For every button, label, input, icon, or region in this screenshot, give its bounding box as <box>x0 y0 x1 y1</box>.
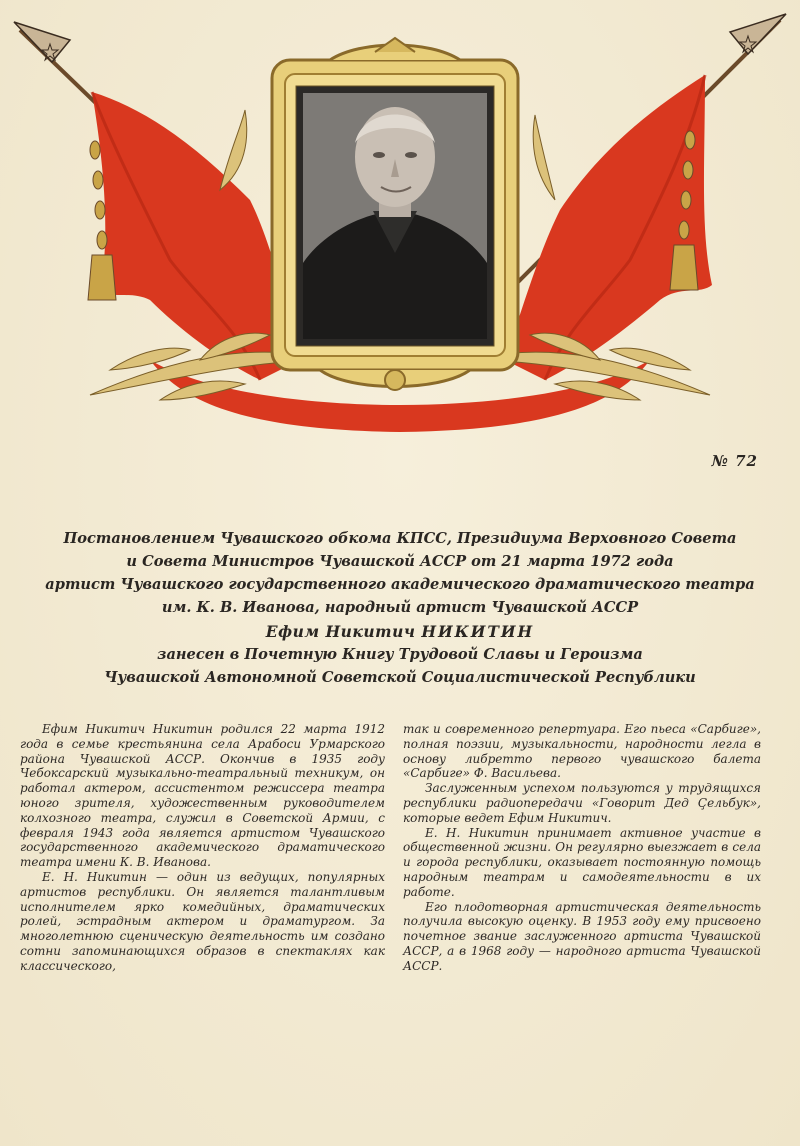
biography-paragraph: Заслуженным успехом пользуются у трудящихся республики радиопередачи «Говорит Дед Ҫельбук», которые ведет Ефим Никитич. <box>403 781 761 825</box>
decree-line-4: им. К. В. Иванова, народный артист Чувашской АССР <box>161 599 639 616</box>
honoree-surname: НИКИТИН <box>421 622 535 641</box>
portrait-silhouette <box>303 93 487 339</box>
decree-line-2: и Совета Министров Чувашской АССР от 21 марта 1972 года <box>126 553 674 570</box>
biography-left-column <box>20 722 385 974</box>
decree-line-3: артист Чувашского государственного академического драматического театра <box>45 576 755 593</box>
biography-paragraph: так и современного репертуара. Его пьеса «Сарбиге», полная поэзии, музыкальности, народности легла в основу либретто первого чувашского балета «Сарбиге» Ф. Васильева. <box>403 722 761 781</box>
biography-paragraph: Его плодотворная артистическая деятельность получила высокую оценку. В 1953 году ему присвоено почетное звание заслуженного артиста Чувашской АССР, а в 1968 году — народного артиста Чувашской АССР. <box>403 899 761 973</box>
entry-line-1: занесен в Почетную Книгу Трудовой Славы и Героизма <box>157 646 643 663</box>
issue-number: № 72 <box>711 452 758 470</box>
biography-paragraph: Е. Н. Никитин принимает активное участие в общественной жизни. Он регулярно выезжает в села и города республики, оказывает постоянную помощь народным театрам и самодеятельности в их работе. <box>403 825 761 899</box>
decree-block <box>40 527 760 689</box>
decree-line-1: Постановлением Чувашского обкома КПСС, Президиума Верховного Совета <box>63 530 737 547</box>
right-spear-tip <box>730 14 786 54</box>
biography-right-column <box>403 722 761 974</box>
honoree-given-names: Ефим Никитич <box>265 622 416 641</box>
honoree-name <box>40 620 760 643</box>
biography-paragraph: Ефим Никитич Никитин родился 22 марта 1912 года в семье крестьянина села Арабоси Урмарского района Чувашской АССР. Окончив в 1935 году Чебоксарский музыкально-театральный техникум, он работал актером, ассистентом режиссера театра юного зрителя, художественным руководителем колхозного театра, служил в Советской Армии, с февраля 1943 года является артистом Чувашского государственного академического драматического театра имени К. В. Иванова. <box>20 722 385 870</box>
left-red-banner <box>92 92 300 380</box>
biography-paragraph: Е. Н. Никитин — один из ведущих, популярных артистов республики. Он является талантливым исполнителем ярко комедийных, драматических ролей, эстрадным актером и драматургом. За многолетнюю сценическую деятельность им создано сотни запоминающихся образов в спектаклях как классического, <box>20 869 385 973</box>
entry-line-2: Чувашской Автономной Советской Социалистической Республики <box>104 669 696 686</box>
left-spear-tip <box>14 22 70 62</box>
portrait-photo <box>303 93 487 339</box>
